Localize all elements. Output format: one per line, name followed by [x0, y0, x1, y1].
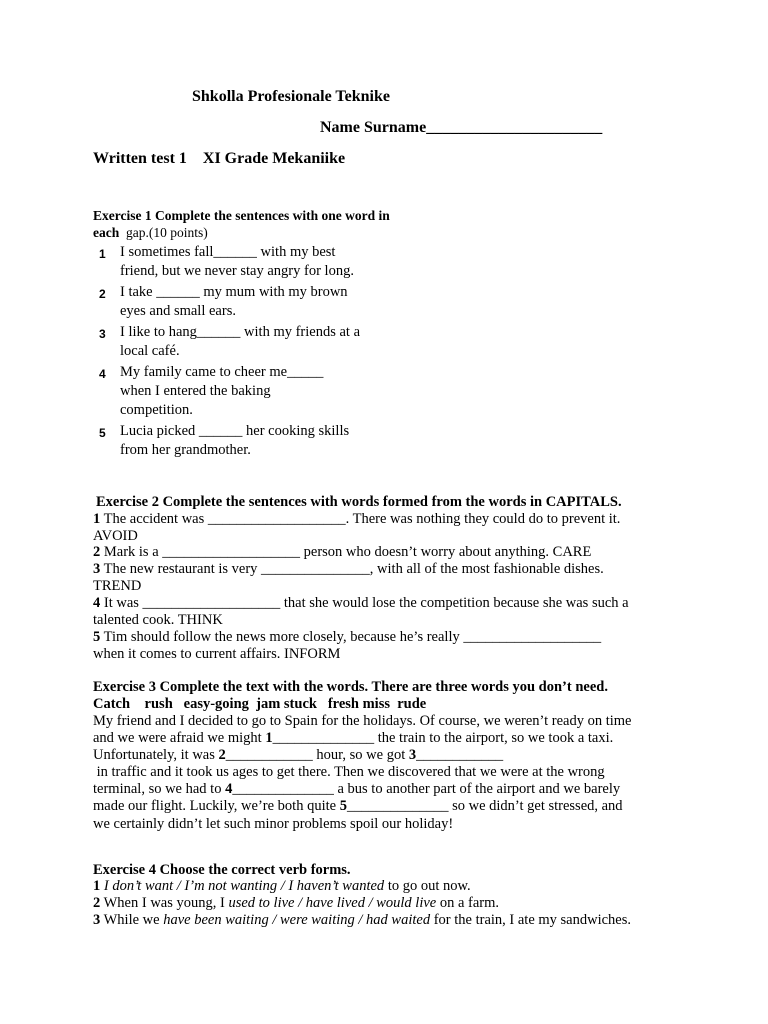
- item-text: My family came to cheer me_____ when I entered the baking competition.: [120, 364, 324, 418]
- exercise2-line: [93, 629, 601, 646]
- line-number: 4: [93, 595, 101, 611]
- exercise1-list: [99, 243, 399, 462]
- line-text: Unfortunately, it was: [93, 747, 219, 763]
- gap-number: 2: [218, 747, 226, 763]
- exercise3-line: [93, 764, 605, 781]
- item-number: 1: [99, 247, 106, 261]
- line-text: AVOID: [93, 528, 138, 544]
- line-text: when it comes to current affairs. INFORM: [93, 646, 341, 662]
- item-text: I like to hang______ with my friends at a local café.: [120, 324, 361, 359]
- list-item: [99, 363, 399, 420]
- exercise2-line: [93, 511, 620, 528]
- name-surname-line: Name Surname______________________: [320, 119, 603, 136]
- gap-number: 1: [265, 730, 273, 746]
- exercise4-line: [93, 912, 631, 929]
- exercise2-line: [93, 528, 138, 545]
- line-text: on a farm.: [436, 895, 500, 911]
- line-text: When I was young, I: [100, 895, 229, 911]
- exercise2-line: [93, 561, 604, 578]
- exercise2-title: Exercise 2 Complete the sentences with words formed from the words in CAPITALS.: [96, 494, 622, 510]
- exercise1-title-bold: Exercise 1 Complete the sentences with one word in each: [93, 208, 390, 240]
- line-text: in traffic and it took us ages to get there. Then we discovered that we were at the wrong: [93, 764, 605, 780]
- exercise2-line: [93, 544, 591, 561]
- item-number: 2: [99, 287, 106, 301]
- line-text: for the train, I ate my sandwiches.: [430, 912, 632, 928]
- list-item: [99, 283, 399, 321]
- list-item: [99, 323, 399, 361]
- line-text: While we: [100, 912, 164, 928]
- exercise4-title: Exercise 4 Choose the correct verb forms.: [93, 862, 351, 878]
- exercise3-line: [93, 730, 613, 747]
- exercise3-word-bank: Catch rush easy-going jam stuck fresh miss rude: [93, 696, 427, 712]
- item-text: I sometimes fall______ with my best friend, but we never stay angry for long.: [120, 244, 354, 279]
- line-text: ____________: [416, 747, 504, 763]
- line-text: The accident was ___________________. There was nothing they could do to prevent it.: [100, 511, 621, 527]
- exercise1-title-rest: gap.(10 points): [126, 225, 208, 240]
- line-text: talented cook. THINK: [93, 612, 223, 628]
- verb-options: used to live / have lived / would live: [228, 895, 437, 911]
- gap-number: 3: [408, 747, 417, 763]
- gap-number: 5: [339, 798, 347, 814]
- line-number: 1: [93, 511, 101, 527]
- line-text: My friend and I decided to go to Spain for the holidays. Of course, we weren’t ready on time: [93, 713, 632, 729]
- line-text: ______________ a bus to another part of the airport and we barely: [232, 781, 621, 797]
- exercise3-line: [93, 816, 453, 833]
- verb-options: have been waiting / were waiting / had waited: [163, 912, 431, 928]
- exercise2-line: [93, 595, 629, 612]
- line-text: and we were afraid we might: [93, 730, 266, 746]
- line-number: 3: [93, 561, 101, 577]
- line-text: Tim should follow the news more closely, because he’s really ___________________: [100, 629, 602, 645]
- line-text: Mark is a ___________________ person who doesn’t worry about anything. CARE: [100, 544, 592, 560]
- line-number: 1: [93, 878, 101, 894]
- exercise1-title: [93, 207, 393, 241]
- line-text: It was ___________________ that she would lose the competition because she was such a: [100, 595, 629, 611]
- exercise3-line: [93, 747, 503, 764]
- list-item: [99, 422, 399, 460]
- line-text: to go out now.: [384, 878, 471, 894]
- exercise2-line: [93, 578, 141, 595]
- item-number: 4: [99, 367, 106, 381]
- exercise4-line: [93, 878, 471, 895]
- line-text: TREND: [93, 578, 142, 594]
- line-text: ______________ so we didn’t get stressed, and: [346, 798, 623, 814]
- line-number: 2: [93, 544, 101, 560]
- item-number: 3: [99, 327, 106, 341]
- verb-options: I don’t want / I’m not wanting / I haven’t wanted: [103, 878, 385, 894]
- line-text: terminal, so we had to: [93, 781, 226, 797]
- exercise3-line: [93, 713, 632, 730]
- exercise3-line: [93, 781, 620, 798]
- list-item: [99, 243, 399, 281]
- exercise3-title: Exercise 3 Complete the text with the words. There are three words you don’t need.: [93, 679, 608, 695]
- exercise2-line: [93, 646, 340, 663]
- line-text: we certainly didn’t let such minor problems spoil our holiday!: [93, 816, 454, 832]
- exercise3-line: [93, 798, 623, 815]
- line-text: ____________ hour, so we got: [225, 747, 409, 763]
- line-text: ______________ the train to the airport, so we took a taxi.: [272, 730, 614, 746]
- line-text: The new restaurant is very _______________, with all of the most fashionable dishes.: [100, 561, 604, 577]
- test-title: Written test 1 XI Grade Mekaniike: [93, 150, 346, 167]
- school-name: Shkolla Profesionale Teknike: [192, 88, 390, 105]
- line-number: 2: [93, 895, 101, 911]
- line-number: 5: [93, 629, 101, 645]
- line-text: made our flight. Luckily, we’re both quite: [93, 798, 340, 814]
- gap-number: 4: [225, 781, 233, 797]
- item-text: Lucia picked ______ her cooking skills from her grandmother.: [120, 423, 350, 458]
- line-number: 3: [93, 912, 101, 928]
- item-number: 5: [99, 426, 106, 440]
- item-text: I take ______ my mum with my brown eyes and small ears.: [120, 284, 348, 319]
- exercise4-line: [93, 895, 499, 912]
- exercise2-line: [93, 612, 223, 629]
